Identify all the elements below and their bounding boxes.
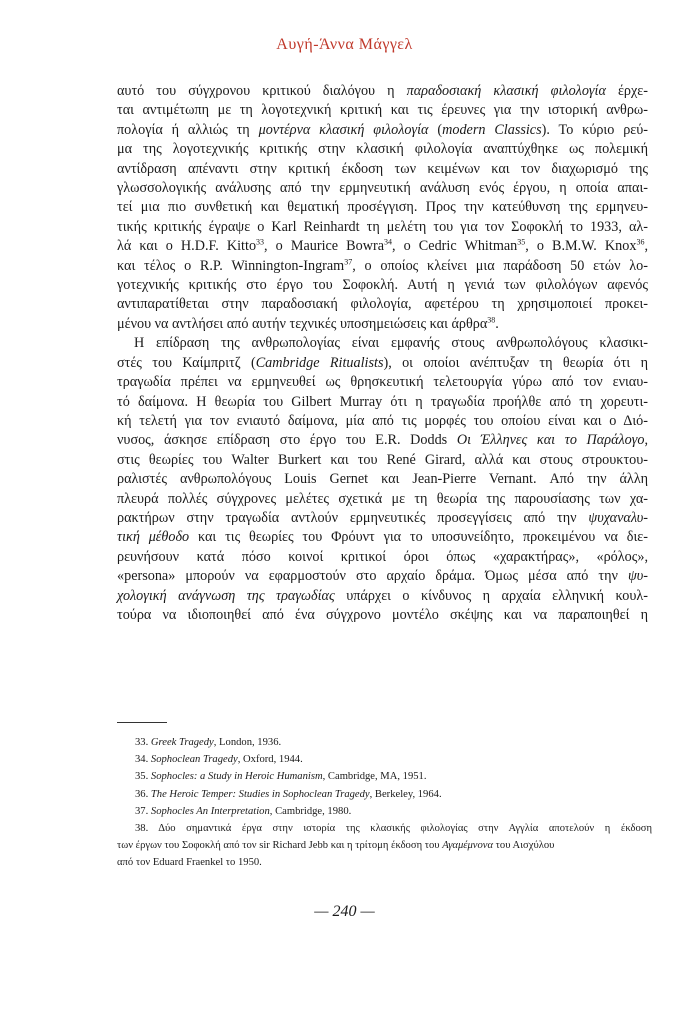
text-line: μένου να αντλήσει από αυτήν τεχνικές υποσημειώσεις και άρθρα$^{38}$. [117,315,499,332]
running-head: Αυγή-Άννα Μάγγελ [276,36,413,53]
text-line: τεί μια πιο συνθετική και θεματική προσέγγιση. Προς την κατεύθυνση της ερμηνευ- [117,199,648,216]
text-line: τούρα να ιδιοποιηθεί από ένα σύγχρονο μοντέλο σκέψης και να παραποιηθεί η [117,606,648,623]
text-line: «persona» μπορούν να εφαρμοστούν στο αρχαίο δράμα. Όμως μέσα από την ψυ- [117,568,648,585]
body-text [117,82,648,625]
text-line: ρευνήσουν κατά πόσο κοινοί κριτικοί όροι όπως «χαρακτήρας», «ρόλος», [117,548,648,565]
footnote-35: 35. Sophocles: a Study in Heroic Humanism, Cambridge, MA, 1951. [135,771,427,783]
footnote-line: 38. Δύο σημαντικά έργα στην ιστορία της κλασικής φιλολογίας στην Αγγλία αποτελούν η έκδοση [135,823,652,835]
text-line: μα της λογοτεχνικής κριτικής στην κλασική φιλολογία αναπτύχθηκε ως πολεμική [117,141,648,158]
text-line: τικής κριτικής έγραψε ο Karl Reinhardt τη μελέτη του για τον Σοφοκλή το 1933, αλ- [117,218,648,235]
footnote-line: από τον Eduard Fraenkel το 1950. [117,857,262,869]
footnote-line: των έργων του Σοφοκλή από τον sir Richard Jebb και η τρίτομη έκδοση του Αγαμέμνονα του Αισχύλου [117,840,555,852]
text-line: ραλιστές ανθρωπολόγους Louis Gernet και Jean-Pierre Vernant. Από την άλλη [117,471,648,488]
text-line: τραγωδία πρέπει να ερμηνευθεί ως θρησκευτική τελετουργία γύρω από τον ενιαυ- [117,374,648,391]
text-line: νυσος, άσκησε επίδραση στο έργο του E.R. Dodds Οι Έλληνες και το Παράλογο, [117,432,648,449]
text-line: στις θεωρίες του Walter Burkert και του René Girard, αλλά και στους στρουκτου- [117,451,648,468]
page-number: — 240 — [314,903,375,920]
text-line: Η επίδραση της ανθρωπολογίας είναι εμφανής στους ανθρωπολόγους κλασικι- [134,335,648,352]
text-line: τική μέθοδο και τις θεωρίες του Φρόυντ για το υποσυνείδητο, προκειμένου να διε- [117,529,648,546]
footnote-37: 37. Sophocles An Interpretation, Cambridge, 1980. [135,805,352,817]
footnote-rule [117,722,167,723]
text-line: γοτεχνικής κριτικής στο έργο του Σοφοκλή. Αυτή η γενιά των φιλολόγων αφενός [117,277,648,294]
text-line: γλωσσολογικής ανάλυσης από την ερμηνευτική ανάλυση ενός έργου, η οποία απαι- [117,180,648,197]
paragraph-1 [117,82,648,334]
text-line: και τέλος ο R.P. Winnington-Ingram$^{37}$, ο οποίος κλείνει μια παράδοση 50 ετών λο- [117,256,648,274]
text-line: κή τελετή για τον ενιαυτό δαίμονα, μία από τις μορφές του οποίου είναι και ο Διό- [117,412,648,429]
paragraph-2 [117,334,648,625]
footnote-36: 36. The Heroic Temper: Studies in Sophoclean Tragedy, Berkeley, 1964. [135,788,442,800]
text-line: λά και ο H.D.F. Kitto$^{33}$, ο Maurice Bowra$^{34}$, ο Cedric Whitman$^{35}$, ο B.M.W. Knox$^{36}$, [117,237,649,255]
text-line: στές του Καίμπριτζ (Cambridge Ritualists), οι οποίοι ανέπτυξαν τη θεωρία ότι η [117,354,648,371]
text-line: χολογική ανάγνωση της τραγωδίας υπάρχει ο κίνδυνος η αρχαία ελληνική κουλ- [117,587,649,604]
footnotes [117,734,652,872]
text-line: τό δαίμονα. Η θεωρία του Gilbert Murray ότι η τραγωδία προήλθε από τη χορευτι- [117,393,648,410]
text-line: αυτό του σύγχρονου κριτικού διαλόγου η παραδοσιακή κλασική φιλολογία έρχε- [117,83,648,99]
text-line: αντιπαρατίθεται στην παραδοσιακή φιλολογία, αφετέρου τη χρησιμοποιεί προκει- [117,296,648,313]
text-line: αντίδραση απέναντι στην κριτική έκδοση των κειμένων και τον διαχωρισμό της [117,160,648,177]
text-line: ται αντιμέτωπη με τη λογοτεχνική κριτική και τις έρευνες για την ιστορική ανθρω- [117,102,648,119]
footnote-38 [117,820,652,872]
text-line: πλευρά πολλές σύγχρονες μελέτες σχετικά με τη θεωρία της παρουσίασης των χα- [117,490,648,507]
text-line: πολογία ή αλλιώς τη μοντέρνα κλασική φιλολογία (modern Classics). Το κύριο ρεύ- [117,121,649,138]
text-line: ρακτήρων στην τραγωδία αντλούν ερμηνευτικές προσεγγίσεις από την ψυχαναλυ- [117,509,648,526]
footnote-33: 33. Greek Tragedy, London, 1936. [135,737,282,748]
footnote-34: 34. Sophoclean Tragedy, Oxford, 1944. [135,754,303,766]
